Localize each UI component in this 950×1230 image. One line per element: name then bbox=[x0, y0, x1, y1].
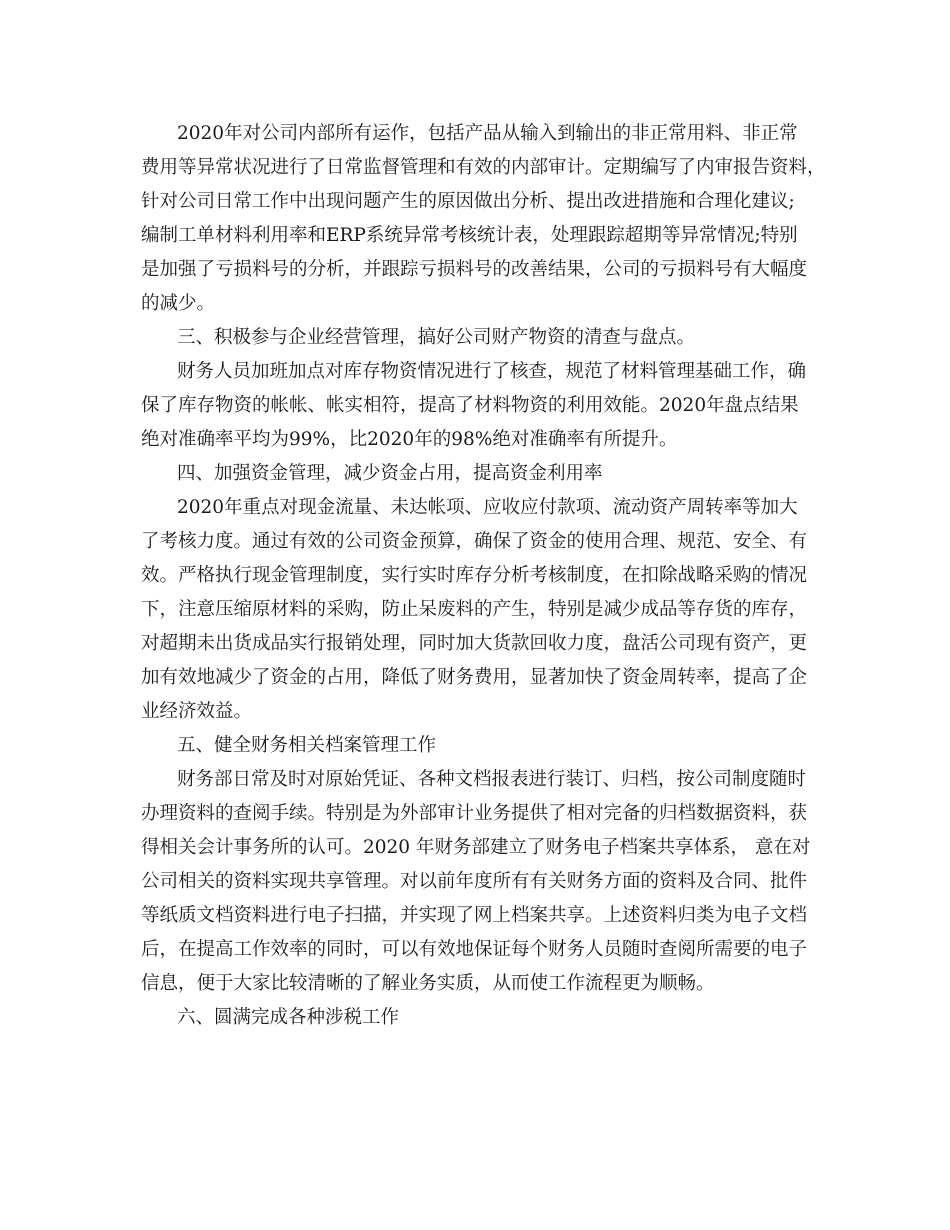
paragraph-line: 2020年重点对现金流量、未达帐项、应收应付款项、流动资产周转率等加大 bbox=[177, 497, 798, 518]
section-heading: 五、健全财务相关档案管理工作 bbox=[177, 735, 437, 756]
paragraph-line: 财务部日常及时对原始凭证、各种文档报表进行装订、归档，按公司制度随时 bbox=[177, 769, 807, 790]
paragraph-line: 保了库存物资的帐帐、帐实相符，提高了材料物资的利用效能。2020年盘点结果 bbox=[141, 395, 799, 416]
section-heading: 四、加强资金管理，减少资金占用，提高资金利用率 bbox=[177, 463, 603, 484]
paragraph-line: 加有效地减少了资金的占用，降低了财务费用，显著加快了资金周转率，提高了企 bbox=[141, 667, 808, 688]
paragraph-line: 效。严格执行现金管理制度，实行实时库存分析考核制度，在扣除战略采购的情况 bbox=[141, 565, 808, 586]
paragraph-line: 费用等异常状况进行了日常监督管理和有效的内部审计。定期编写了内审报告资料， bbox=[141, 157, 826, 178]
paragraph-line: 下，注意压缩原材料的采购，防止呆废料的产生，特别是减少成品等存货的库存， bbox=[141, 599, 808, 620]
paragraph-line: 对超期未出货成品实行报销处理，同时加大货款回收力度，盘活公司现有资产，更 bbox=[141, 633, 808, 654]
paragraph-line: 后，在提高工作效率的同时，可以有效地保证每个财务人员随时查阅所需要的电子 bbox=[141, 939, 808, 960]
paragraph-line: 的减少。 bbox=[141, 293, 216, 314]
paragraph-line: 财务人员加班加点对库存物资情况进行了核查，规范了材料管理基础工作，确 bbox=[177, 361, 807, 382]
paragraph-line: 绝对准确率平均为99%，比2020年的98%绝对准确率有所提升。 bbox=[141, 429, 678, 450]
paragraph-line: 是加强了亏损料号的分析，并跟踪亏损料号的改善结果，公司的亏损料号有大幅度 bbox=[141, 259, 808, 280]
paragraph-line: 办理资料的查阅手续。特别是为外部审计业务提供了相对完备的归档数据资料，获 bbox=[141, 803, 808, 824]
paragraph-line: 针对公司日常工作中出现问题产生的原因做出分析、提出改进措施和合理化建议; bbox=[141, 191, 795, 212]
paragraph-line: 信息，便于大家比较清晰的了解业务实质，从而使工作流程更为顺畅。 bbox=[141, 973, 715, 994]
paragraph-line: 得相关会计事务所的认可。2020 年财务部建立了财务电子档案共享体系， 意在对 bbox=[141, 837, 811, 858]
paragraph-line: 编制工单材料利用率和ERP系统异常考核统计表，处理跟踪超期等异常情况;特别 bbox=[141, 225, 798, 246]
paragraph-line: 等纸质文档资料进行电子扫描，并实现了网上档案共享。上述资料归类为电子文档 bbox=[141, 905, 808, 926]
paragraph-line: 2020年对公司内部所有运作，包括产品从输入到输出的非正常用料、非正常 bbox=[177, 123, 798, 144]
section-heading: 六、圆满完成各种涉税工作 bbox=[177, 1007, 400, 1028]
section-heading: 三、积极参与企业经营管理，搞好公司财产物资的清查与盘点。 bbox=[177, 327, 696, 348]
paragraph-line: 公司相关的资料实现共享管理。对以前年度所有有关财务方面的资料及合同、批件 bbox=[141, 871, 808, 892]
paragraph-line: 业经济效益。 bbox=[141, 701, 253, 722]
paragraph-line: 了考核力度。通过有效的公司资金预算，确保了资金的使用合理、规范、安全、有 bbox=[141, 531, 808, 552]
